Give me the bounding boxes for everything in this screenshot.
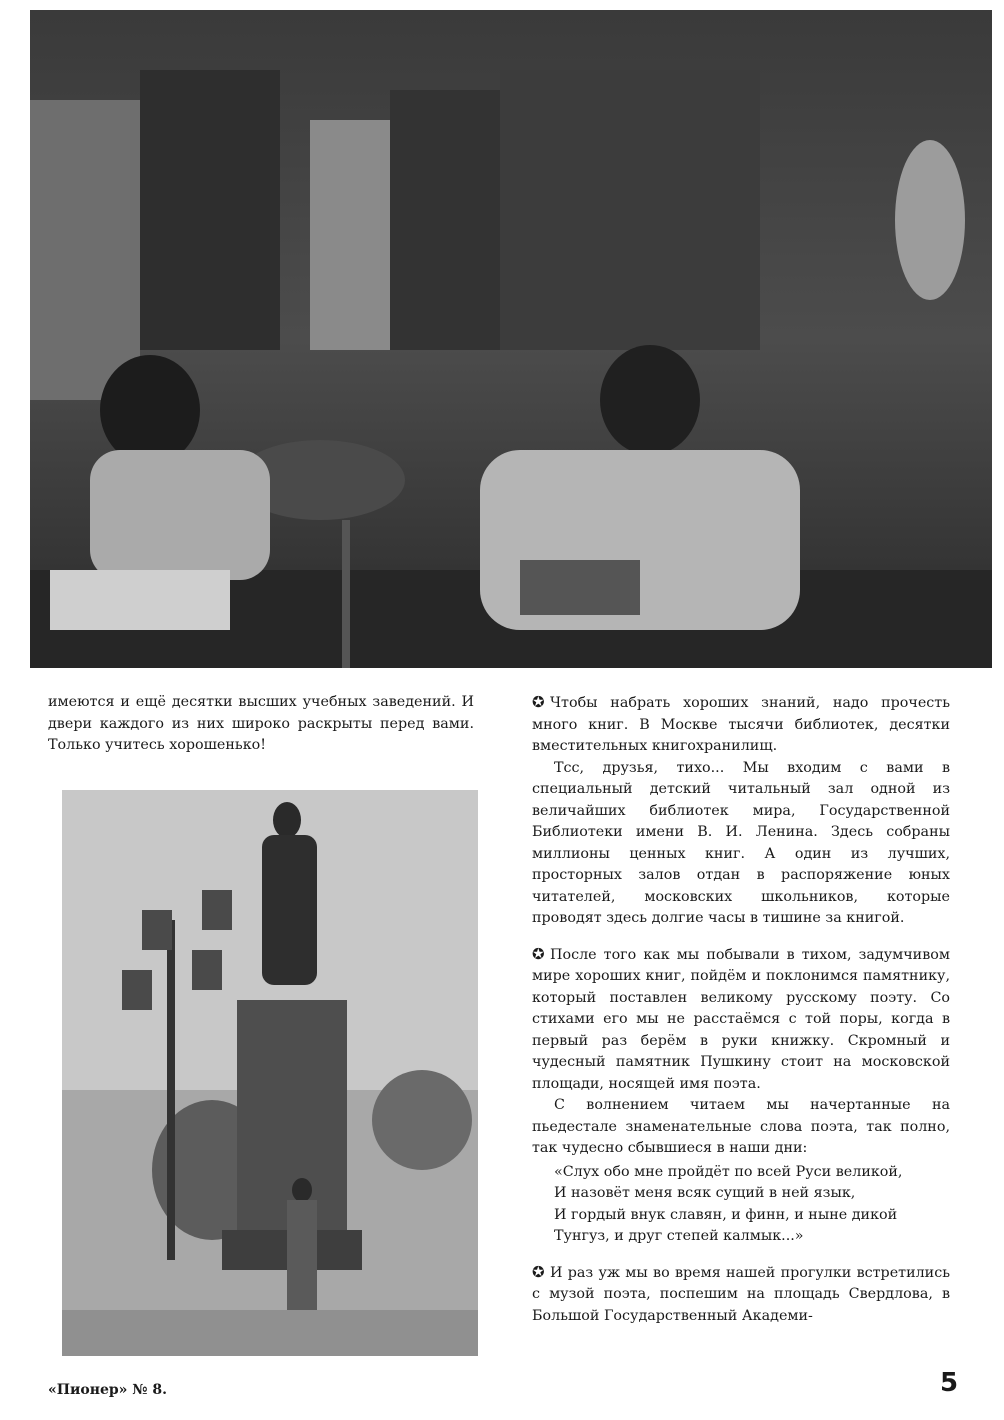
poem-line: И назовёт меня всяк сущий в ней язык, — [554, 1185, 856, 1201]
poem-quote — [554, 1162, 950, 1248]
left-paragraph: имеются и ещё десятки высших учебных заведений. И двери каждого из них широко раскрыты перед вами. Только учитесь хорошенько! — [48, 694, 474, 753]
section-theatre — [532, 1262, 950, 1328]
magazine-issue: «Пионер» № 8. — [48, 1382, 167, 1398]
section-monument — [532, 944, 950, 1248]
section1-lead: ✪ Чтобы набрать хороших знаний, надо прочесть много книг. В Москве тысячи библиотек, десятки вместительных книгохранилищ. — [532, 693, 950, 754]
section3-lead: ✪ И раз уж мы во время нашей прогулки встретились с музой поэта, поспешим на площадь Свердлова, в Большой Государственный Академи- — [532, 1262, 950, 1324]
monument-illustration — [62, 790, 478, 1356]
reading-room-illustration — [30, 10, 992, 668]
section1-body: Тсс, друзья, тихо... Мы входим с вами в специальный детский читальный зал одной из величайших библиотек мира, Государственной Библиотеки имени В. И. Ленина. Здесь собраны миллионы ценных книг. А один из лучших, просторных залов отдан в распоряжение юных читателей, московских школьников, которые проводят здесь долгие часы в тишине за книгой. — [532, 759, 950, 926]
poem-line: И гордый внук славян, и финн, и ныне дикой — [554, 1206, 898, 1223]
section2-lead: ✪ После того как мы побывали в тихом, задумчивом мире хороших книг, пойдём и поклонимся памятнику, который поставлен великому русскому поэту. Со стихами его мы не расстаёмся с той поры, когда в первый раз берём в руки книжку. Скромный и чудесный памятник Пушкину стоит на московской площади, носящей имя поэта. — [532, 944, 950, 1092]
page-number: 5 — [940, 1368, 959, 1398]
left-text-column — [48, 692, 474, 757]
section2-body: С волнением читаем мы начертанные на пьедестале знаменательные слова поэта, так полно, так чудесно сбывшиеся в наши дни: — [532, 1097, 950, 1156]
star-icon: ✪ — [532, 1262, 545, 1281]
right-text-column — [532, 692, 950, 1327]
reading-room-photo — [30, 10, 992, 668]
poem-line: «Слух обо мне пройдёт по всей Руси великой, — [554, 1163, 903, 1180]
section-libraries — [532, 692, 950, 930]
pushkin-monument-photo — [62, 790, 478, 1356]
star-icon: ✪ — [532, 944, 545, 963]
poem-line: Тунгуз, и друг степей калмык...» — [554, 1228, 804, 1244]
star-icon: ✪ — [532, 693, 545, 711]
